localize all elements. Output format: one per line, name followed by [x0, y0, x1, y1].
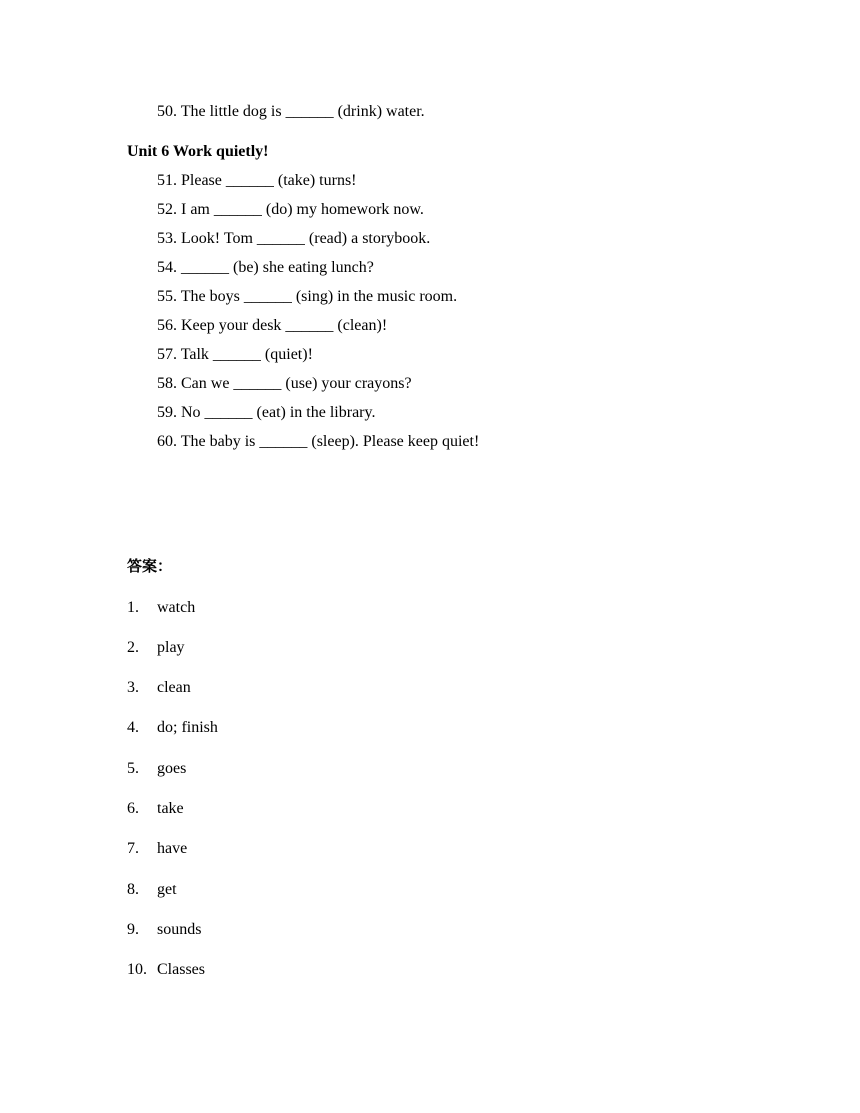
answer-text: goes	[157, 760, 187, 777]
exercise-item: 51. Please ______ (take) turns!	[157, 172, 357, 189]
answer-number: 4.	[127, 719, 139, 736]
answer-number: 7.	[127, 840, 139, 857]
exercise-item: 53. Look! Tom ______ (read) a storybook.	[157, 230, 431, 247]
answer-number: 9.	[127, 921, 139, 938]
answer-number: 6.	[127, 800, 139, 817]
answer-number: 5.	[127, 760, 139, 777]
unit-heading: Unit 6 Work quietly!	[127, 143, 269, 160]
exercise-item: 54. ______ (be) she eating lunch?	[157, 259, 374, 276]
answer-text: clean	[157, 679, 191, 696]
exercise-item: 52. I am ______ (do) my homework now.	[157, 201, 424, 218]
answer-text: Classes	[157, 961, 205, 978]
exercise-item: 50. The little dog is ______ (drink) water.	[157, 103, 425, 120]
answer-text: have	[157, 840, 188, 857]
answer-text: watch	[157, 599, 196, 616]
answer-number: 2.	[127, 639, 139, 656]
answer-text: take	[157, 800, 184, 817]
answer-text: sounds	[157, 921, 202, 938]
answer-number: 3.	[127, 679, 139, 696]
exercise-item: 60. The baby is ______ (sleep). Please keep quiet!	[157, 433, 480, 450]
answer-text: play	[157, 639, 185, 656]
answer-number: 1.	[127, 599, 139, 616]
exercise-item: 56. Keep your desk ______ (clean)!	[157, 317, 388, 334]
answer-number: 8.	[127, 881, 139, 898]
answer-text: do; finish	[157, 719, 218, 736]
answers-heading: 答案：	[127, 557, 173, 575]
exercise-item: 55. The boys ______ (sing) in the music room.	[157, 288, 458, 305]
answer-text: get	[157, 881, 177, 898]
exercise-item: 59. No ______ (eat) in the library.	[157, 404, 376, 421]
exercise-item: 58. Can we ______ (use) your crayons?	[157, 375, 412, 392]
exercise-item: 57. Talk ______ (quiet)!	[157, 346, 313, 363]
answer-number: 10.	[127, 961, 147, 978]
